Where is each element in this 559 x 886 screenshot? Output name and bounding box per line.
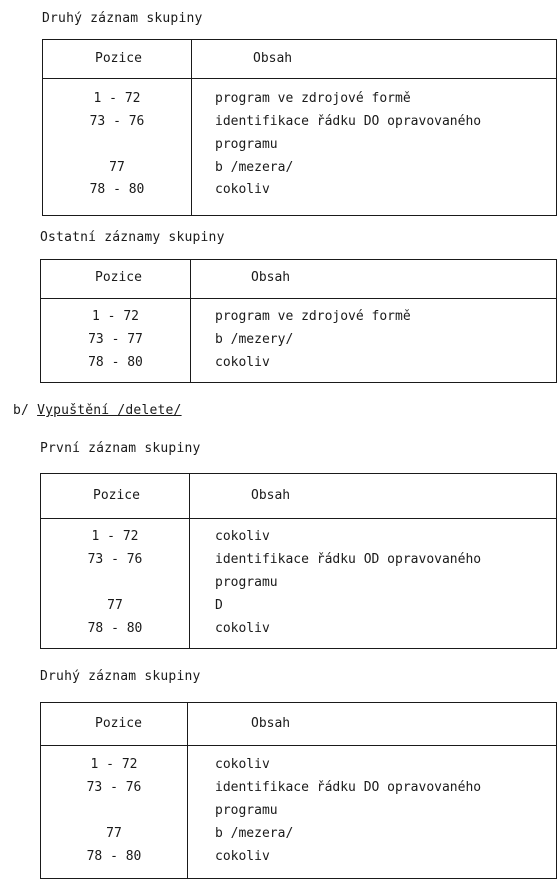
cell-content: cokoliv — [215, 757, 270, 772]
cell-content: cokoliv — [215, 182, 270, 197]
cell-content: program ve zdrojové formě — [215, 91, 411, 106]
cell-content: b /mezera/ — [215, 826, 294, 841]
section-heading: Druhý záznam skupiny — [40, 669, 201, 684]
section-heading: Ostatní záznamy skupiny — [40, 230, 225, 245]
cell-content: cokoliv — [215, 621, 270, 636]
cell-content: programu — [215, 803, 278, 818]
header-position: Pozice — [95, 716, 142, 731]
record-table — [40, 702, 557, 879]
section-heading: První záznam skupiny — [40, 441, 201, 456]
cell-content: b /mezery/ — [215, 332, 294, 347]
header-position: Pozice — [95, 270, 142, 285]
cell-position: 78 - 80 — [88, 355, 143, 370]
cell-position: 78 - 80 — [87, 621, 143, 636]
header-content: Obsah — [251, 270, 291, 285]
header-content: Obsah — [251, 488, 291, 503]
cell-content: identifikace řádku OD opravovaného — [215, 552, 482, 567]
cell-position: 73 - 76 — [87, 552, 143, 567]
cell-content: program ve zdrojové formě — [215, 309, 411, 324]
cell-content: b /mezera/ — [215, 160, 294, 175]
cell-content: cokoliv — [215, 355, 270, 370]
cell-position: 73 - 76 — [89, 114, 145, 129]
cell-position: 1 - 72 — [90, 757, 138, 772]
header-content: Obsah — [251, 716, 291, 731]
cell-position: 77 — [107, 598, 123, 613]
header-content: Obsah — [253, 51, 293, 66]
cell-position: 78 - 80 — [86, 849, 142, 864]
header-position: Pozice — [93, 488, 140, 503]
record-table — [42, 39, 557, 216]
main-heading-prefix: b/ — [13, 403, 30, 418]
record-table — [40, 473, 557, 649]
header-position: Pozice — [95, 51, 142, 66]
cell-content: programu — [215, 137, 278, 152]
cell-position: 1 - 72 — [92, 309, 139, 324]
cell-content: identifikace řádku DO opravovaného — [215, 780, 482, 795]
cell-position: 77 — [109, 160, 125, 175]
cell-position: 78 - 80 — [89, 182, 145, 197]
record-table — [40, 259, 557, 383]
cell-position: 73 - 76 — [86, 780, 142, 795]
cell-content: programu — [215, 575, 278, 590]
cell-content: D — [215, 598, 223, 613]
cell-position: 1 - 72 — [91, 529, 139, 544]
cell-position: 73 - 77 — [88, 332, 143, 347]
main-heading-label: Vypuštění /delete/ — [37, 403, 182, 418]
main-heading — [13, 403, 182, 419]
cell-content: cokoliv — [215, 529, 270, 544]
column-divider — [189, 474, 190, 648]
cell-content: identifikace řádku DO opravovaného — [215, 114, 482, 129]
section-heading: Druhý záznam skupiny — [42, 11, 203, 26]
cell-position: 77 — [106, 826, 122, 841]
cell-content: cokoliv — [215, 849, 270, 864]
column-divider — [190, 260, 191, 382]
column-divider — [187, 703, 188, 878]
column-divider — [191, 40, 192, 215]
cell-position: 1 - 72 — [93, 91, 141, 106]
